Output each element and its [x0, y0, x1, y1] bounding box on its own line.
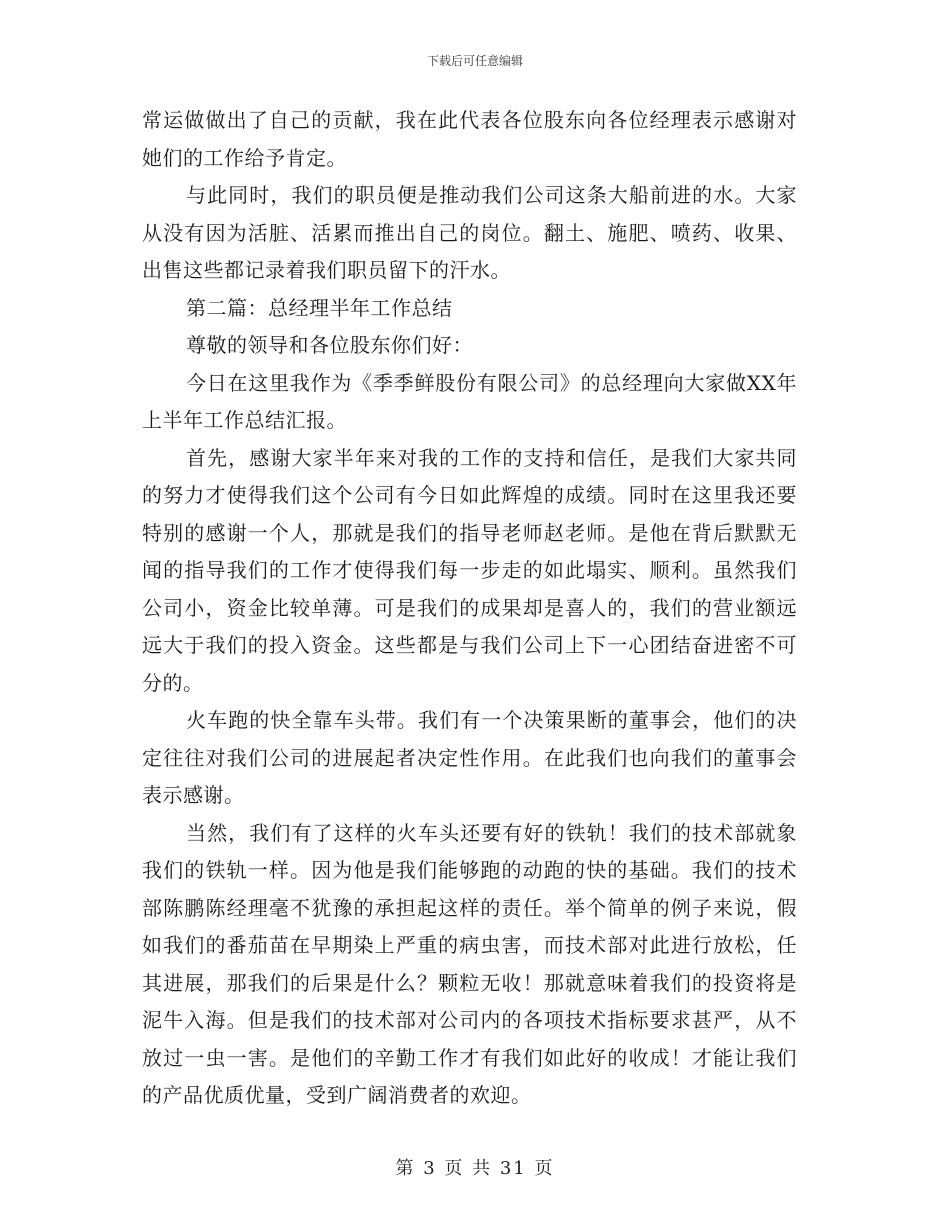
paragraph-5: 今日在这里我作为《季季鲜股份有限公司》的总经理向大家做XX年上半年工作总结汇报。 [142, 370, 797, 432]
paragraph-8: 当然，我们有了这样的火车头还要有好的铁轨！我们的技术部就象我们的铁轨一样。因为他是我们能够跑的动跑的快的基础。我们的技术部陈鹏陈经理毫不犹豫的承担起这样的责任。举个简单的例子来说，假如我们的番茄苗在早期染上严重的病虫害，而技术部对此进行放松，任其进展，那我们的后果是什么？颗粒无收！那就意味着我们的投资将是泥牛入海。但是我们的技术部对公司内的各项技术指标要求甚严，从不放过一虫一害。是他们的辛勤工作才有我们如此好的收成！才能让我们的产品优质优量，受到广阔消费者的欢迎。 [142, 820, 797, 1107]
page-footer: 第 3 页 共 31 页 [395, 1158, 555, 1179]
paragraph-6: 首先，感谢大家半年来对我的工作的支持和信任，是我们大家共同的努力才使得我们这个公司有今日如此辉煌的成绩。同时在这里我还要特别的感谢一个人，那就是我们的指导老师赵老师。是他在背后默默无闻的指导我们的工作才使得我们每一步走的如此塌实、顺利。虽然我们公司小，资金比较单薄。可是我们的成果却是喜人的，我们的营业额远远大于我们的投入资金。这些都是与我们公司上下一心团结奋进密不可分的。 [142, 445, 797, 695]
page-header: 下载后可任意编辑 [426, 54, 523, 68]
paragraph-1: 常运做做出了自己的贡献，我在此代表各位股东向各位经理表示感谢对她们的工作给予肯定。 [142, 108, 797, 170]
document-body [142, 102, 797, 1115]
salutation: 尊敬的领导和各位股东你们好： [186, 333, 473, 357]
paragraph-7: 火车跑的快全靠车头带。我们有一个决策果断的董事会，他们的决定往往对我们公司的进展起者决定性作用。在此我们也向我们的董事会表示感谢。 [142, 708, 797, 807]
section-heading: 第二篇：总经理半年工作总结 [186, 295, 453, 320]
paragraph-2: 与此同时，我们的职员便是推动我们公司这条大船前进的水。大家从没有因为活脏、活累而推出自己的岗位。翻土、施肥、喷药、收果、出售这些都记录着我们职员留下的汗水。 [142, 183, 797, 282]
